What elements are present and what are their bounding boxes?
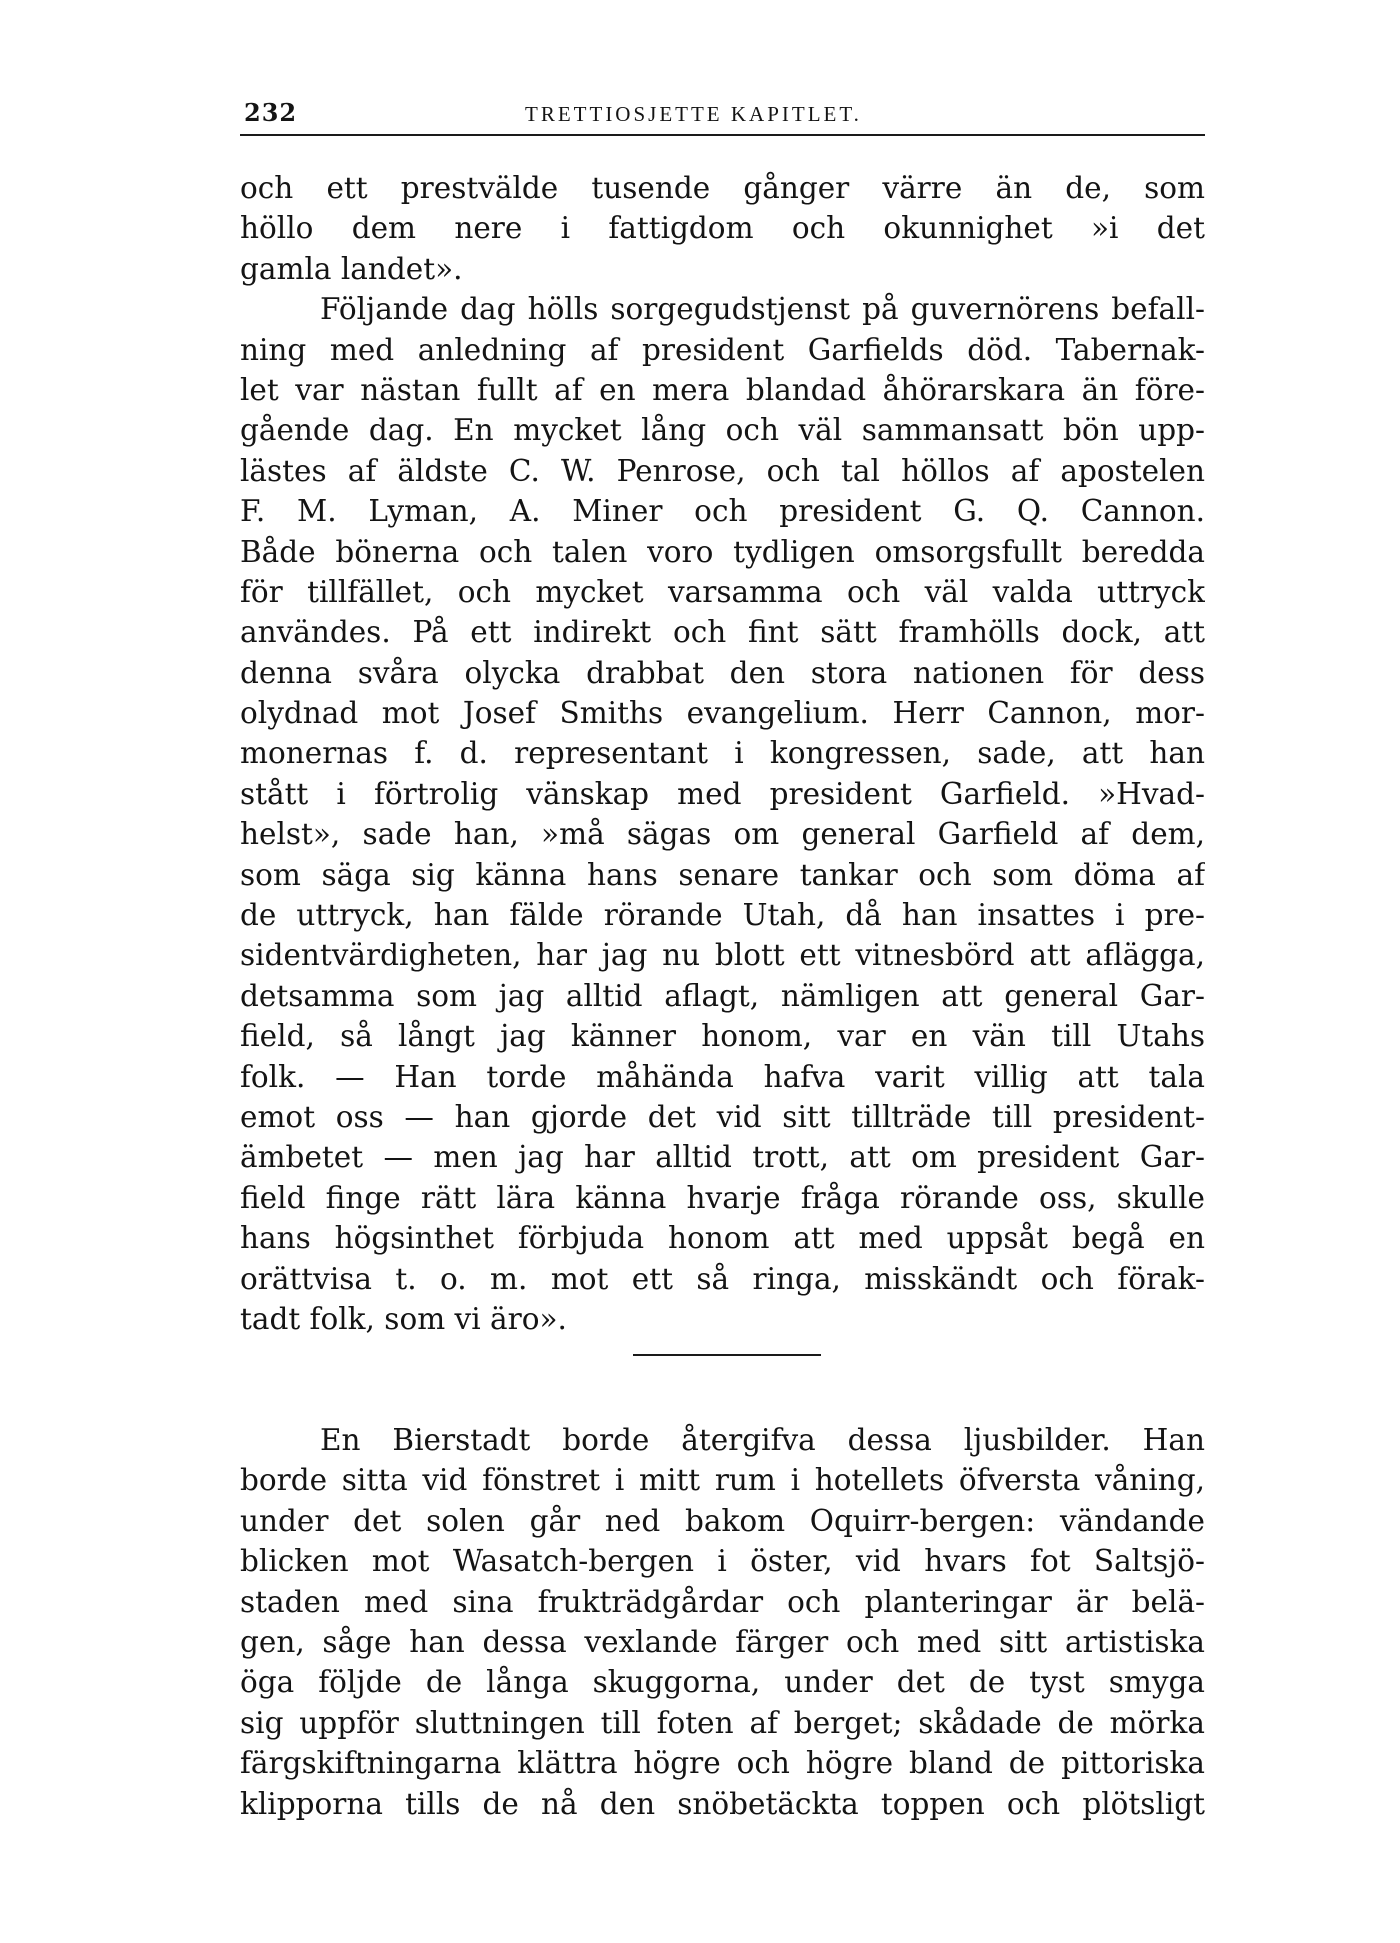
text-line: gamla landet».	[240, 251, 463, 286]
text-line: Både bönerna och talen voro tydligen omsorgsfullt beredda	[240, 534, 1205, 569]
text-line: under det solen går ned bakom Oquirr-bergen: vändande	[240, 1503, 1205, 1538]
text-line: sidentvärdigheten, har jag nu blott ett vitnesbörd att aflägga,	[240, 938, 1205, 973]
text-line: staden med sina frukträdgårdar och planteringar är belä-	[240, 1584, 1205, 1619]
text-line: ämbetet — men jag har alltid trott, att om president Gar-	[240, 1140, 1205, 1175]
text-line: stått i förtrolig vänskap med president Garfield. »Hvad-	[240, 776, 1205, 811]
text-line: och ett prestvälde tusende gånger värre än de, som	[240, 171, 1205, 205]
running-head: TRETTIOSJETTE KAPITLET.	[525, 102, 862, 126]
text-line: höllo dem nere i fattigdom och okunnighet »i det	[240, 211, 1205, 246]
text-line: folk. — Han torde måhända hafva varit villig att tala	[240, 1059, 1205, 1094]
text-line: tadt folk, som vi äro».	[240, 1301, 567, 1336]
text-line: hans högsinthet förbjuda honom att med uppsåt begå en	[240, 1221, 1205, 1256]
text-line: blicken mot Wasatch-bergen i öster, vid hvars fot Saltsjö-	[240, 1544, 1205, 1579]
text-line: olydnad mot Josef Smiths evangelium. Herr Cannon, mor-	[240, 696, 1205, 731]
text-line: ning med anledning af president Garfields död. Tabernak-	[240, 332, 1205, 367]
text-block-2	[240, 1420, 1205, 1824]
text-line: orättvisa t. o. m. mot ett så ringa, misskändt och förak-	[240, 1261, 1205, 1296]
text-line: monernas f. d. representant i kongressen, sade, att han	[240, 736, 1205, 771]
page-number: 232	[244, 98, 298, 127]
text-line: denna svåra olycka drabbat den stora nationen för dess	[240, 655, 1205, 690]
text-line: let var nästan fullt af en mera blandad åhörarskara än före-	[240, 372, 1205, 407]
text-line: de uttryck, han fälde rörande Utah, då han insattes i pre-	[240, 898, 1205, 933]
text-line: field, så långt jag känner honom, var en vän till Utahs	[240, 1019, 1205, 1054]
paragraph-start-line: En Bierstadt borde återgifva dessa ljusbilder. Han	[320, 1423, 1205, 1457]
text-line: klipporna tills de nå den snöbetäckta toppen och plötsligt	[240, 1786, 1205, 1821]
text-line: emot oss — han gjorde det vid sitt tillträde till president-	[240, 1099, 1205, 1134]
page-header	[240, 92, 1205, 132]
text-line: detsamma som jag alltid aflagt, nämligen att general Gar-	[240, 978, 1205, 1013]
text-line: för tillfället, och mycket varsamma och väl valda uttryck	[240, 574, 1205, 609]
text-line: användes. På ett indirekt och fint sätt framhölls dock, att	[240, 615, 1205, 650]
text-line: färgskiftningarna klättra högre och högre bland de pittoriska	[240, 1746, 1205, 1781]
text-line: sig uppför sluttningen till foten af berget; skådade de mörka	[240, 1705, 1205, 1740]
text-line: F. M. Lyman, A. Miner och president G. Q. Cannon.	[240, 494, 1205, 529]
text-line: helst», sade han, »må sägas om general Garfield af dem,	[240, 817, 1205, 852]
header-rule	[240, 134, 1205, 136]
text-line: lästes af äldste C. W. Penrose, och tal höllos af apostelen	[240, 453, 1205, 488]
paragraph-start-line: Följande dag hölls sorgegudstjenst på guvernörens befall-	[320, 292, 1205, 327]
text-line: gående dag. En mycket lång och väl sammansatt bön upp-	[240, 413, 1205, 448]
text-line: borde sitta vid fönstret i mitt rum i hotellets öfversta våning,	[240, 1463, 1205, 1498]
text-line: öga följde de långa skuggorna, under det de tyst smyga	[240, 1665, 1205, 1700]
text-line: field finge rätt lära känna hvarje fråga rörande oss, skulle	[240, 1180, 1205, 1215]
text-line: gen, såge han dessa vexlande färger och med sitt artistiska	[240, 1624, 1205, 1659]
section-divider	[633, 1354, 821, 1356]
text-block-1	[240, 168, 1205, 1339]
text-line: som säga sig känna hans senare tankar och som döma af	[240, 857, 1205, 892]
